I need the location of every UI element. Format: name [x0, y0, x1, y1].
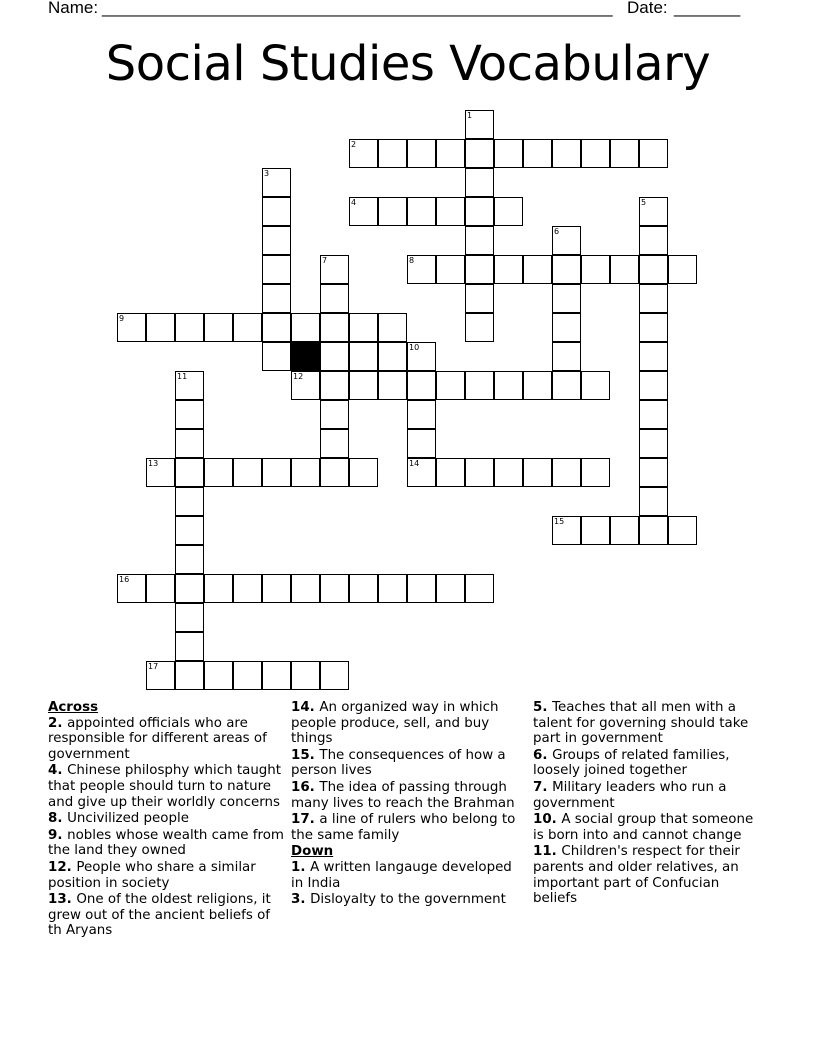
grid-cell[interactable]: [639, 313, 668, 342]
grid-cell[interactable]: [291, 661, 320, 690]
grid-cell[interactable]: [175, 574, 204, 603]
grid-cell[interactable]: [349, 371, 378, 400]
grid-cell[interactable]: [639, 284, 668, 313]
grid-cell[interactable]: [378, 139, 407, 168]
grid-cell[interactable]: [465, 313, 494, 342]
grid-cell[interactable]: [175, 545, 204, 574]
grid-cell[interactable]: [291, 574, 320, 603]
grid-cell[interactable]: [465, 574, 494, 603]
grid-cell[interactable]: [581, 255, 610, 284]
cell-number: 1: [467, 111, 473, 120]
clue-text: The idea of passing through many lives to reach the Brahman: [291, 779, 515, 811]
clue: [533, 700, 765, 747]
grid-cell[interactable]: [407, 197, 436, 226]
grid-cell[interactable]: [465, 168, 494, 197]
grid-cell[interactable]: [552, 255, 581, 284]
grid-cell[interactable]: [639, 429, 668, 458]
grid-cell[interactable]: [552, 342, 581, 371]
clue: [48, 860, 284, 891]
clue-number: 14.: [291, 700, 320, 715]
grid-cell[interactable]: [233, 458, 262, 487]
grid-cell[interactable]: [175, 487, 204, 516]
name-label: Name:: [48, 0, 99, 17]
clue-number: 16.: [291, 779, 320, 795]
grid-cell[interactable]: [233, 661, 262, 690]
clue-text: One of the oldest religions, it grew out of the ancient beliefs of th Aryans: [48, 892, 271, 939]
grid-cell[interactable]: [436, 255, 465, 284]
grid-cell[interactable]: [262, 313, 291, 342]
grid-cell[interactable]: [262, 255, 291, 284]
grid-cell[interactable]: [465, 371, 494, 400]
grid-cell[interactable]: [175, 661, 204, 690]
blocked-cell: [291, 342, 320, 371]
grid-cell[interactable]: [291, 371, 320, 400]
header-line: [48, 0, 768, 20]
grid-cell[interactable]: [494, 255, 523, 284]
grid-cell[interactable]: [407, 458, 436, 487]
clue-number: 17.: [291, 812, 320, 828]
grid-cell[interactable]: [552, 284, 581, 313]
clue: [48, 892, 284, 939]
grid-cell[interactable]: [262, 661, 291, 690]
grid-cell[interactable]: [262, 226, 291, 255]
clue-number: 3.: [291, 892, 311, 908]
grid-cell[interactable]: [552, 226, 581, 255]
grid-cell[interactable]: [552, 458, 581, 487]
crossword-grid: [117, 110, 699, 692]
grid-cell[interactable]: [262, 458, 291, 487]
grid-cell[interactable]: [610, 516, 639, 545]
grid-cell[interactable]: [117, 574, 146, 603]
clue-number: 4.: [48, 763, 68, 779]
clue: [533, 748, 765, 779]
grid-cell[interactable]: [639, 400, 668, 429]
page-title: Social Studies Vocabulary: [105, 36, 711, 92]
grid-cell[interactable]: [639, 197, 668, 226]
clue-text: The consequences of how a person lives: [291, 747, 506, 779]
clue-number: 9.: [48, 827, 68, 843]
grid-cell[interactable]: [378, 342, 407, 371]
clue-text: Disloyalty to the government: [310, 892, 506, 908]
grid-cell[interactable]: [378, 197, 407, 226]
clue-number: 13.: [48, 892, 77, 908]
grid-cell[interactable]: [581, 458, 610, 487]
date-label: Date:: [627, 0, 668, 17]
grid-cell[interactable]: [494, 139, 523, 168]
grid-cell[interactable]: [320, 255, 349, 284]
grid-cell[interactable]: [494, 371, 523, 400]
grid-cell[interactable]: [175, 458, 204, 487]
clue: [48, 828, 284, 859]
grid-cell[interactable]: [610, 255, 639, 284]
clue-text: People who share a similar position in society: [48, 859, 256, 891]
clue-number: 12.: [48, 859, 77, 875]
grid-cell[interactable]: [668, 516, 697, 545]
grid-cell[interactable]: [407, 574, 436, 603]
clue-text: Teaches that all men with a talent for governing should take part in government: [533, 700, 749, 747]
grid-cell[interactable]: [175, 429, 204, 458]
grid-cell[interactable]: [175, 603, 204, 632]
grid-cell[interactable]: [436, 197, 465, 226]
clue-number: 2.: [48, 715, 68, 731]
clue-text: appointed officials who are responsible for different areas of government: [48, 715, 267, 762]
clue: [533, 780, 765, 811]
cell-number: 9: [119, 314, 125, 323]
grid-cell[interactable]: [175, 371, 204, 400]
clue: [291, 700, 525, 747]
grid-cell[interactable]: [407, 371, 436, 400]
grid-cell[interactable]: [320, 284, 349, 313]
cell-number: 16: [119, 575, 130, 584]
grid-cell[interactable]: [262, 574, 291, 603]
clue: [291, 860, 525, 891]
clue: [291, 780, 525, 811]
clue: [533, 844, 765, 906]
grid-cell[interactable]: [320, 342, 349, 371]
clue-text: A written langauge developed in India: [291, 859, 512, 891]
grid-cell[interactable]: [262, 168, 291, 197]
grid-cell[interactable]: [581, 371, 610, 400]
grid-cell[interactable]: [378, 574, 407, 603]
grid-cell[interactable]: [639, 139, 668, 168]
clue-number: 5.: [533, 700, 553, 715]
cell-number: 13: [148, 459, 159, 468]
clue-text: a line of rulers who belong to the same family: [291, 812, 516, 843]
cell-number: 2: [351, 140, 357, 149]
clue-number: 11.: [533, 844, 562, 860]
clue-number: 7.: [533, 779, 553, 795]
cell-number: 6: [554, 227, 560, 236]
grid-cell[interactable]: [436, 139, 465, 168]
grid-cell[interactable]: [349, 197, 378, 226]
grid-cell[interactable]: [436, 371, 465, 400]
grid-cell[interactable]: [204, 574, 233, 603]
clue-column-2: [291, 700, 525, 909]
clue: [291, 892, 525, 908]
grid-cell[interactable]: [552, 516, 581, 545]
clue-number: 1.: [291, 859, 311, 875]
grid-cell[interactable]: [639, 516, 668, 545]
grid-cell[interactable]: [407, 342, 436, 371]
grid-cell[interactable]: [639, 226, 668, 255]
grid-cell[interactable]: [610, 139, 639, 168]
grid-cell[interactable]: [204, 661, 233, 690]
grid-cell[interactable]: [378, 371, 407, 400]
clue-number: 10.: [533, 812, 562, 828]
grid-cell[interactable]: [552, 139, 581, 168]
grid-cell[interactable]: [523, 255, 552, 284]
clue-text: nobles whose wealth came from the land they owned: [48, 827, 284, 859]
grid-cell[interactable]: [552, 313, 581, 342]
clue-text: Military leaders who run a government: [533, 779, 727, 811]
grid-cell[interactable]: [523, 139, 552, 168]
grid-cell[interactable]: [349, 458, 378, 487]
clue-number: 15.: [291, 747, 320, 763]
clue-number: 6.: [533, 747, 553, 763]
grid-cell[interactable]: [465, 255, 494, 284]
grid-cell[interactable]: [117, 313, 146, 342]
clue-number: 8.: [48, 811, 68, 827]
grid-cell[interactable]: [465, 110, 494, 139]
grid-cell[interactable]: [349, 313, 378, 342]
grid-cell[interactable]: [581, 516, 610, 545]
grid-cell[interactable]: [262, 197, 291, 226]
grid-cell[interactable]: [407, 255, 436, 284]
clue: [48, 716, 284, 763]
clue-column-1: [48, 700, 284, 940]
grid-cell[interactable]: [291, 458, 320, 487]
clue-text: An organized way in which people produce, sell, and buy things: [291, 700, 499, 747]
grid-cell[interactable]: [465, 226, 494, 255]
grid-cell[interactable]: [262, 342, 291, 371]
grid-cell[interactable]: [349, 139, 378, 168]
grid-cell[interactable]: [378, 313, 407, 342]
clue: [291, 812, 525, 843]
grid-cell[interactable]: [175, 516, 204, 545]
grid-cell[interactable]: [465, 197, 494, 226]
grid-cell[interactable]: [320, 661, 349, 690]
grid-cell[interactable]: [581, 139, 610, 168]
cell-number: 12: [293, 372, 304, 381]
clue-text: Groups of related families, loosely joined together: [533, 747, 730, 779]
grid-cell[interactable]: [552, 371, 581, 400]
clue-text: Uncivilized people: [67, 811, 189, 827]
grid-cell[interactable]: [494, 458, 523, 487]
clue: [48, 763, 284, 810]
grid-cell[interactable]: [407, 400, 436, 429]
grid-cell[interactable]: [320, 313, 349, 342]
grid-cell[interactable]: [204, 313, 233, 342]
grid-cell[interactable]: [436, 458, 465, 487]
clue-text: Chinese philosphy which taught that people should turn to nature and give up their worldly concerns: [48, 763, 282, 810]
cell-number: 14: [409, 459, 420, 468]
date-blank[interactable]: _______: [674, 0, 741, 17]
grid-cell[interactable]: [233, 574, 262, 603]
clue-column-3: [533, 700, 765, 908]
grid-cell[interactable]: [320, 458, 349, 487]
grid-cell[interactable]: [349, 342, 378, 371]
cell-number: 8: [409, 256, 415, 265]
grid-cell[interactable]: [146, 313, 175, 342]
cell-number: 4: [351, 198, 357, 207]
grid-cell[interactable]: [465, 458, 494, 487]
grid-cell[interactable]: [639, 458, 668, 487]
grid-cell[interactable]: [523, 458, 552, 487]
clue: [533, 812, 765, 843]
clue-heading: Down: [291, 844, 334, 860]
grid-cell[interactable]: [639, 371, 668, 400]
grid-cell[interactable]: [233, 313, 262, 342]
clue-heading: Across: [48, 700, 99, 715]
grid-cell[interactable]: [262, 284, 291, 313]
grid-cell[interactable]: [175, 632, 204, 661]
grid-cell[interactable]: [320, 574, 349, 603]
grid-cell[interactable]: [465, 139, 494, 168]
clue-text: Children's respect for their parents and older relatives, an important part of Confucian beliefs: [533, 844, 740, 907]
grid-cell[interactable]: [175, 313, 204, 342]
cell-number: 7: [322, 256, 328, 265]
grid-cell[interactable]: [146, 661, 175, 690]
cell-number: 17: [148, 662, 159, 671]
grid-cell[interactable]: [407, 429, 436, 458]
grid-cell[interactable]: [465, 284, 494, 313]
grid-cell[interactable]: [639, 487, 668, 516]
grid-cell[interactable]: [320, 429, 349, 458]
grid-cell[interactable]: [668, 255, 697, 284]
grid-cell[interactable]: [494, 197, 523, 226]
cell-number: 15: [554, 517, 565, 526]
name-blank[interactable]: ______________________________________________________: [102, 0, 613, 17]
cell-number: 11: [177, 372, 188, 381]
grid-cell[interactable]: [320, 400, 349, 429]
grid-cell[interactable]: [639, 255, 668, 284]
grid-cell[interactable]: [146, 458, 175, 487]
grid-cell[interactable]: [639, 342, 668, 371]
grid-cell[interactable]: [349, 574, 378, 603]
clue: [291, 748, 525, 779]
grid-cell[interactable]: [407, 139, 436, 168]
cell-number: 5: [641, 198, 647, 207]
cell-number: 10: [409, 343, 420, 352]
grid-cell[interactable]: [204, 458, 233, 487]
grid-cell[interactable]: [320, 371, 349, 400]
grid-cell[interactable]: [436, 574, 465, 603]
clue: [48, 811, 284, 827]
grid-cell[interactable]: [175, 400, 204, 429]
clue-text: A social group that someone is born into and cannot change: [533, 812, 754, 843]
grid-cell[interactable]: [146, 574, 175, 603]
cell-number: 3: [264, 169, 270, 178]
grid-cell[interactable]: [523, 371, 552, 400]
grid-cell[interactable]: [291, 313, 320, 342]
